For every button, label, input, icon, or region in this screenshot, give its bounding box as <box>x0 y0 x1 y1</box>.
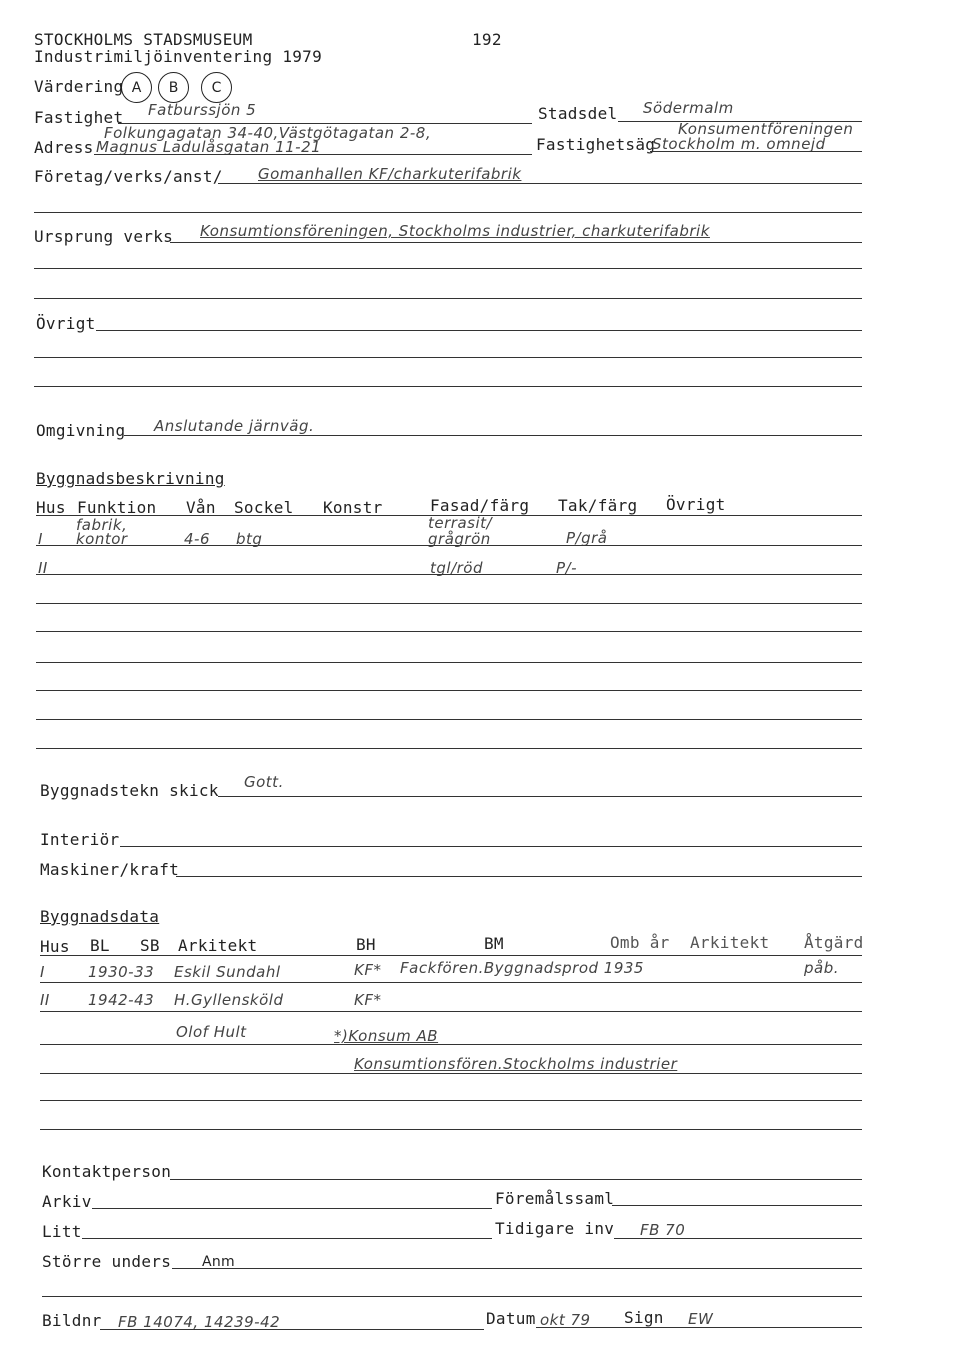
data-col-bm: BM <box>484 934 504 953</box>
byggnadsdata-title: Byggnadsdata <box>40 907 160 926</box>
grade-b-circle: B <box>158 72 189 103</box>
storre-label: Större unders <box>42 1252 172 1271</box>
byggnad-title: Byggnadsbeskrivning <box>36 469 225 488</box>
row2-fasad: tgl/röd <box>430 559 483 577</box>
col-konstr: Konstr <box>323 498 383 517</box>
foretag-line <box>218 183 862 184</box>
data-col-bh: BH <box>356 935 376 954</box>
adress-line2: Magnus Ladulåsgatan 11-21 <box>96 138 322 156</box>
skick-label: Byggnadstekn skick <box>40 781 219 800</box>
anm-label: Anm <box>202 1254 235 1270</box>
storre-line <box>172 1268 862 1269</box>
col-fasad: Fasad/färg <box>430 496 530 515</box>
data-row1-bh: KF* <box>354 961 382 979</box>
interior-line <box>120 846 862 847</box>
data-col-atgard: Åtgärd <box>804 933 864 952</box>
ovrigt-label: Övrigt <box>36 314 96 333</box>
omgivning-value: Anslutande järnväg. <box>154 417 315 435</box>
omgivning-label: Omgivning <box>36 421 126 440</box>
byggnad-blank-2 <box>36 631 862 632</box>
col-funktion: Funktion <box>77 498 157 517</box>
kontakt-label: Kontaktperson <box>42 1162 172 1181</box>
fastighetsag-line2: Stockholm m. omnejd <box>652 135 826 153</box>
foremal-line <box>612 1205 862 1206</box>
museum-name: STOCKHOLMS STADSMUSEUM <box>34 30 253 49</box>
byggnad-blank-1 <box>36 603 862 604</box>
row1-fasad-1: terrasit/ <box>428 514 493 532</box>
rating-label: Värdering <box>34 77 124 96</box>
byggnad-row2-line <box>36 574 862 575</box>
stadsdel-value: Södermalm <box>643 99 734 117</box>
data-row2-arkitekt: H.Gyllensköld <box>174 991 284 1009</box>
bottom-blank-line <box>42 1296 862 1297</box>
datum-sign-line <box>536 1327 862 1328</box>
col-tak: Tak/färg <box>558 496 638 515</box>
data-row3-note: *)Konsum AB <box>334 1027 439 1045</box>
byggnad-blank-3 <box>36 662 862 663</box>
row2-tak: P/- <box>556 559 578 577</box>
foretag-value: Gomanhallen KF/charkuterifabrik <box>258 165 522 183</box>
byggnad-blank-4 <box>36 690 862 691</box>
blank-line-5 <box>34 386 862 387</box>
row1-hus: I <box>38 530 43 548</box>
kontakt-line <box>170 1179 862 1180</box>
ursprung-label: Ursprung verks <box>34 227 174 246</box>
fastighetsag-line <box>650 151 862 152</box>
data-row2-line <box>40 1011 862 1012</box>
row1-sockel: btg <box>236 530 263 548</box>
bildnr-value: FB 14074, 14239-42 <box>118 1313 281 1331</box>
col-sockel: Sockel <box>234 498 294 517</box>
data-row3-line <box>40 1044 862 1045</box>
byggnad-blank-5 <box>36 719 862 720</box>
maskiner-label: Maskiner/kraft <box>40 860 180 879</box>
ursprung-line <box>170 242 862 243</box>
blank-line-1 <box>34 212 862 213</box>
data-row4-line <box>40 1073 862 1074</box>
col-hus: Hus <box>36 498 66 517</box>
row1-funktion-2: kontor <box>76 530 128 548</box>
data-col-sb: SB <box>140 936 160 955</box>
data-row1-line <box>40 982 862 983</box>
data-blank-2 <box>40 1129 862 1130</box>
data-row2-bl: 1942-43 <box>88 991 155 1009</box>
data-row1-arkitekt: Eskil Sundahl <box>174 963 281 981</box>
grade-c-circle: C <box>201 72 232 103</box>
foretag-label: Företag/verks/anst/ <box>34 167 223 186</box>
row2-hus: II <box>38 559 48 577</box>
page-number: 192 <box>472 30 502 49</box>
adress-line <box>94 154 532 155</box>
sign-label: Sign <box>624 1308 664 1327</box>
data-row1-hus: I <box>40 963 45 981</box>
foremal-label: Föremålssaml <box>495 1189 615 1208</box>
data-col-bl: BL <box>90 936 110 955</box>
adress-label: Adress <box>34 138 94 157</box>
data-row4-note: Konsumtionsfören.Stockholms industrier <box>354 1055 678 1073</box>
blank-line-2 <box>34 268 862 269</box>
arkiv-label: Arkiv <box>42 1192 92 1211</box>
litt-label: Litt <box>42 1222 82 1241</box>
data-row2-bh: KF* <box>354 991 382 1009</box>
data-row1-atgard: påb. <box>804 959 840 977</box>
sign-value: EW <box>688 1310 714 1328</box>
tidigare-line <box>614 1238 862 1239</box>
row1-funktion-1: fabrik, <box>76 516 128 534</box>
tidigare-value: FB 70 <box>640 1221 686 1239</box>
data-col-omb: Omb år <box>610 933 670 952</box>
tidigare-label: Tidigare inv <box>495 1219 615 1238</box>
ovrigt-line <box>96 330 862 331</box>
byggnad-row1-line <box>36 545 862 546</box>
data-row1-bm: Fackfören.Byggnadsprod 1935 <box>400 959 644 977</box>
data-row2-hus: II <box>40 991 50 1009</box>
stadsdel-label: Stadsdel <box>538 104 618 123</box>
datum-label: Datum <box>486 1309 536 1328</box>
blank-line-3 <box>34 298 862 299</box>
maskiner-line <box>176 876 862 877</box>
skick-line <box>218 796 862 797</box>
data-col-arkitekt-2: Arkitekt <box>690 933 770 952</box>
row1-tak: P/grå <box>566 529 608 547</box>
fastighetsag-label: Fastighetsäg <box>536 135 656 154</box>
litt-line <box>82 1238 492 1239</box>
data-header-line <box>40 955 862 956</box>
data-row3-arkitekt: Olof Hult <box>176 1023 247 1041</box>
row1-fasad-2: grågrön <box>428 530 491 548</box>
fastighetsag-line1: Konsumentföreningen <box>678 120 854 138</box>
fastighet-label: Fastighet <box>34 108 124 127</box>
arkiv-line <box>92 1208 492 1209</box>
byggnad-blank-6 <box>36 748 862 749</box>
inventory-subtitle: Industrimiljöinventering 1979 <box>34 47 323 66</box>
row1-van: 4-6 <box>184 530 210 548</box>
data-row1-bl: 1930-33 <box>88 963 155 981</box>
col-van: Vån <box>186 498 216 517</box>
datum-value: okt 79 <box>540 1311 591 1329</box>
fastighet-value: Fatburssjön 5 <box>148 101 257 119</box>
bildnr-label: Bildnr <box>42 1311 102 1330</box>
interior-label: Interiör <box>40 830 120 849</box>
ursprung-value: Konsumtionsföreningen, Stockholms industrier, charkuterifabrik <box>200 222 710 240</box>
col-ovrigt: Övrigt <box>666 495 726 514</box>
data-blank-1 <box>40 1100 862 1101</box>
bildnr-line <box>100 1329 484 1330</box>
adress-line1: Folkungagatan 34-40,Västgötagatan 2-8, <box>104 124 432 142</box>
blank-line-4 <box>34 357 862 358</box>
omgivning-line <box>124 435 862 436</box>
data-col-arkitekt: Arkitekt <box>178 936 258 955</box>
skick-value: Gott. <box>244 773 284 791</box>
grade-a-circle: A <box>121 72 152 103</box>
data-col-hus: Hus <box>40 937 70 956</box>
